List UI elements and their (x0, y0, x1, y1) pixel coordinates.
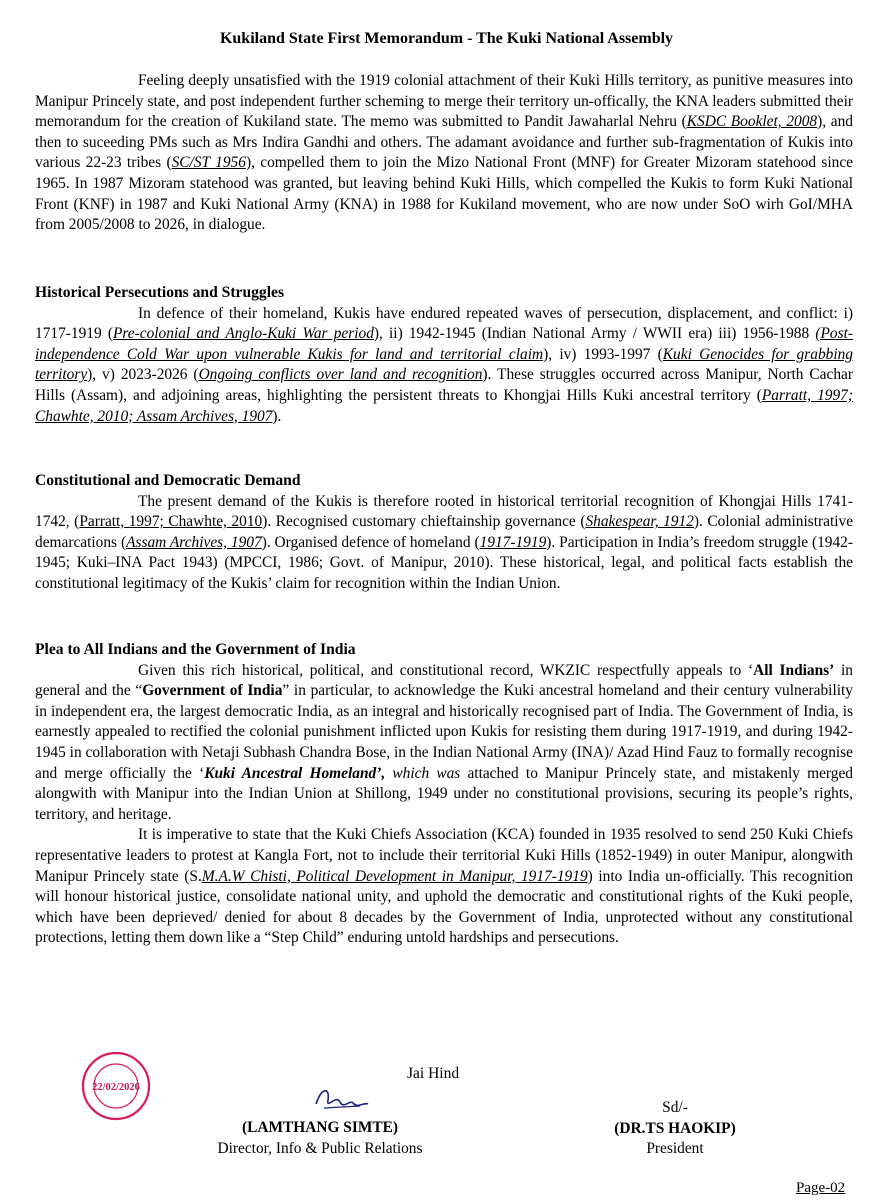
signatory-right (600, 1098, 750, 1160)
seal-date: 22/02/2026 (92, 1082, 140, 1093)
signatory-name: (LAMTHANG SIMTE) (241, 1119, 399, 1136)
reference-citation: Pre-colonial and Anglo-Kuki War period (112, 325, 374, 343)
intro-section (35, 71, 853, 236)
reference-citation: 1917-1919 (479, 533, 547, 551)
signatory-title: Director, Info & Public Relations (217, 1139, 423, 1157)
reference-citation: KSDC Booklet, 2008 (686, 113, 818, 131)
signed-mark: Sd/- (662, 1099, 688, 1116)
reference-citation: M.A.W Chisti, Political Development in Manipur, 1917-1919 (201, 867, 588, 885)
reference-citation: Parratt, 1997; Chawhte, 2010; Assam Archives, 1907 (35, 386, 853, 425)
page-number: Page-02 (796, 1180, 846, 1196)
reference-citation: Assam Archives, 1907 (126, 533, 262, 551)
plea-paragraph-2: It is imperative to state that the Kuki Chiefs Association (KCA) founded in 1935 resolved to send 250 Kuki Chiefs representative leaders to protest at Kangla Fort, not to include their territorial Kuki Hills (1852-1949) in outer Manipur, alongwith Manipur Princely state (S.M.A.W Chisti, Political Development in Manipur, 1917-1919) into India un-officially. This recognition will honour historical justice, consolidate national unity, and uphold the democratic and constitutional rights of the Kuki people, which have been deprieved/ denied for about 8 decades by the Government of India, unprotected without any constitutional protections, letting them down like a “Step Child” enduring untold hardships and persecutions. (35, 826, 853, 947)
document-title: Kukiland State First Memorandum - The Kuki National Assembly (219, 30, 674, 47)
signatory-title: President (646, 1140, 704, 1158)
history-paragraph: In defence of their homeland, Kukis have endured repeated waves of persecution, displacement, and conflict: i) 1717-1919 (Pre-colonial and Anglo-Kuki War period), ii) 1942-1945 (Indian National Army / WWII era) iii) 1956-1988 (Post-independence Cold War upon vulnerable Kukis for land and territorial claim), iv) 1993-1997 (Kuki Genocides for grabbing territory), v) 2023-2026 (Ongoing conflicts over land and recognition). These struggles occurred across Manipur, North Cachar Hills (Assam), and adjoining areas, highlighting the persistent threats to Khongjai Hills Kuki ancestral territory (Parratt, 1997; Chawhte, 2010; Assam Archives, 1907). (35, 304, 853, 425)
constitutional-section (35, 471, 853, 595)
handwritten-signature (310, 1080, 370, 1116)
plea-section (35, 640, 853, 949)
reference-citation: Shakespear, 1912 (585, 513, 694, 531)
section-heading: Constitutional and Democratic Demand (35, 472, 301, 489)
signatory-left (205, 1118, 435, 1159)
salutation: Jai Hind (407, 1065, 460, 1082)
section-heading: Historical Persecutions and Struggles (35, 284, 285, 301)
reference-citation: Parratt, 1997; Chawhte, 2010 (79, 513, 263, 531)
intro-paragraph: Feeling deeply unsatisfied with the 1919 colonial attachment of their Kuki Hills territory, as punitive measures into Manipur Princely state, and post independent further scheming to merge their territory un-offically, the KNA leaders submitted their memorandum for the creation of Kukiland state. The memo was submitted to Pandit Jawaharlal Nehru (KSDC Booklet, 2008), and then to suceeding PMs such as Mrs Indira Gandhi and others. The adamant avoidance and further sub-fragmentation of Kukis into various 22-23 tribes (SC/ST 1956), compelled them to join the Mizo National Front (MNF) for Greater Mizoram statehood since 1965. In 1987 Mizoram statehood was granted, but leaving behind Kuki Hills, which compelled the Kukis to form Kuki National Front (KNF) in 1987 and Kuki National Army (KNA) in 1988 for Kukiland movement, who are now under SoO wirh GoI/MHA from 2005/2008 to 2026, in dialogue. (35, 72, 854, 234)
reference-citation: (Post-independence Cold War upon vulnerable Kukis for land and territorial claim (35, 325, 853, 363)
reference-citation: SC/ST 1956 (171, 154, 246, 172)
constitutional-paragraph: The present demand of the Kukis is therefore rooted in historical territorial recognition of Khongjai Hills 1741-1742, (Parratt, 1997; Chawhte, 2010). Recognised customary chieftainship governance (Shakespear, 1912). Colonial administrative demarcations (Assam Archives, 1907). Organised defence of homeland (1917-1919). Participation in India’s freedom struggle (1942-1945; Kuki–INA Pact 1943) (MPCCI, 1986; Govt. of Manipur, 2010). These historical, legal, and political facts establish the constitutional legitimacy of the Kukis’ claim for recognition within the Indian Union. (35, 492, 854, 592)
plea-paragraph-1: Given this rich historical, political, and constitutional record, WKZIC respectfully appeals to ‘All Indians’ in general and the “Government of India” in particular, to acknowledge the Kuki ancestral homeland and their century vulnerability in independent era, the largest democratic India, as an integral and historically recognised part of India. The Government of India, is earnestly appealed to rectified the colonial punishment inflicted upon Kukis for resisting them during 1917-1919, and during 1942-1945 in collaboration with Netaji Subhash Chandra Bose, in the Indian National Army (INA)/ Azad Hind Fauz to formally recognise and merge officially the ‘Kuki Ancestral Homeland’, which was attached to Manipur Princely state, and mistakenly merged alongwith with Manipur into the Indian Union at Shillong, 1949 under no constitutional provisions, securing its people’s rights, territory, and heritage. (35, 661, 853, 823)
association-seal (70, 1048, 162, 1124)
history-section (35, 283, 853, 427)
reference-citation: Kuki Genocides for grabbing territory (35, 345, 853, 384)
reference-citation: Ongoing conflicts over land and recognition (198, 366, 483, 384)
section-heading: Plea to All Indians and the Government of India (35, 641, 356, 658)
signatory-name: (DR.TS HAOKIP) (614, 1119, 736, 1137)
